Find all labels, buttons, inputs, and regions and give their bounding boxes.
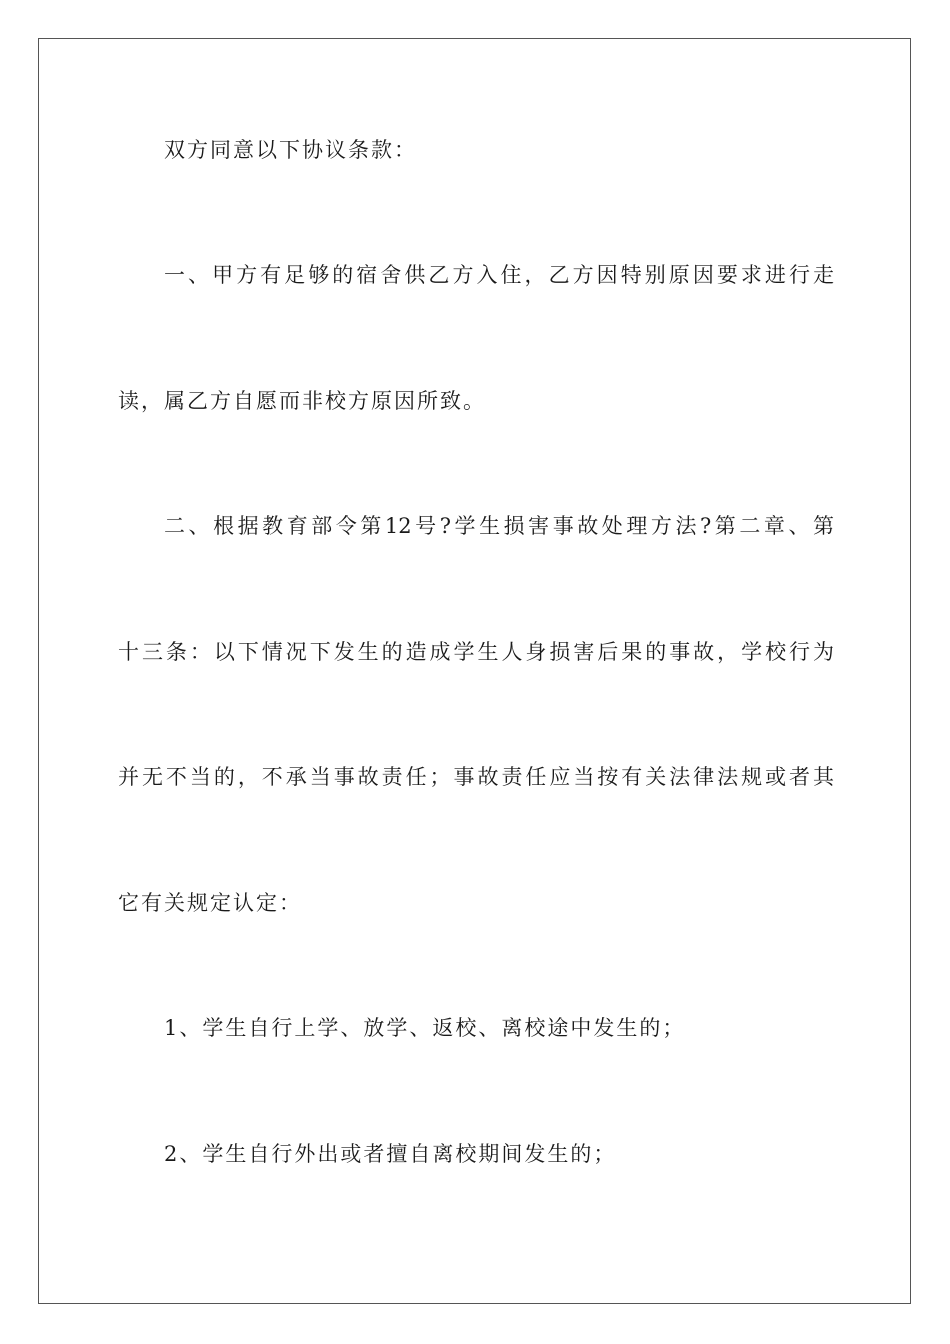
list-item-2: 2、学生自行外出或者擅自离校期间发生的； bbox=[164, 1142, 617, 1166]
paragraph-line-clause-2: 二、根据教育部令第12号?学生损害事故处理方法?第二章、第 bbox=[164, 514, 834, 538]
paragraph-line-agreement-intro: 双方同意以下协议条款： bbox=[164, 138, 417, 162]
paragraph-line-clause-2-cont-1: 十三条：以下情况下发生的造成学生人身损害后果的事故，学校行为 bbox=[118, 640, 834, 664]
paragraph-line-clause-1-cont: 读，属乙方自愿而非校方原因所致。 bbox=[118, 389, 486, 413]
paragraph-line-clause-2-cont-2: 并无不当的，不承当事故责任；事故责任应当按有关法律法规或者其 bbox=[118, 765, 834, 789]
paragraph-line-clause-2-cont-3: 它有关规定认定： bbox=[118, 891, 302, 915]
page-frame bbox=[38, 38, 911, 1304]
paragraph-line-clause-1: 一、甲方有足够的宿舍供乙方入住，乙方因特别原因要求进行走 bbox=[164, 263, 834, 287]
list-item-1: 1、学生自行上学、放学、返校、离校途中发生的； bbox=[164, 1016, 686, 1040]
